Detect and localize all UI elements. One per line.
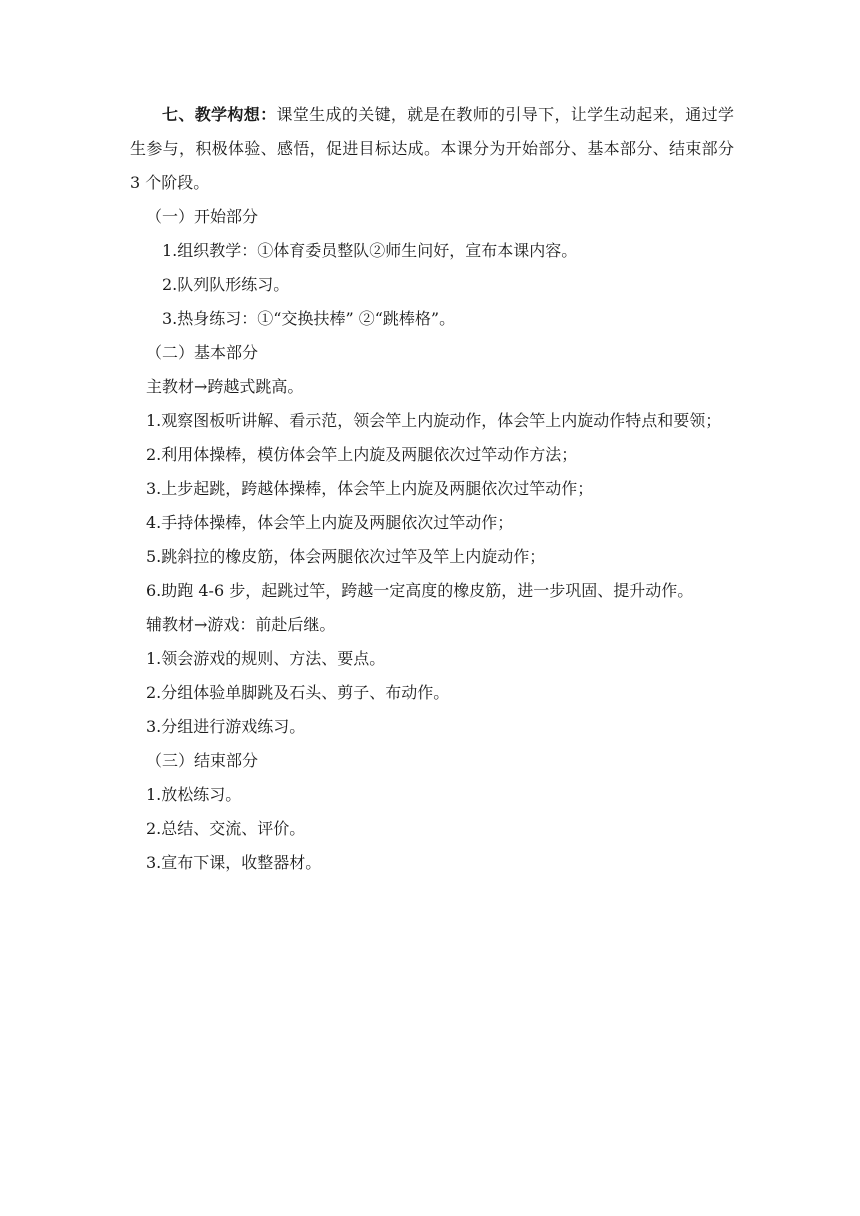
part1-item: 1.组织教学：①体育委员整队②师生问好，宣布本课内容。 [162, 241, 578, 260]
part3-item: 3.宣布下课，收整器材。 [146, 853, 322, 872]
aux-material-heading: 辅教材→游戏：前赴后继。 [146, 615, 336, 634]
aux-material-item: 3.分组进行游戏练习。 [146, 717, 306, 736]
part3-title: （三）结束部分 [146, 751, 259, 770]
part1-title: （一）开始部分 [146, 207, 259, 226]
main-material-item: 4.手持体操棒，体会竿上内旋及两腿依次过竿动作； [146, 513, 514, 532]
section-heading: 七、教学构想： [162, 105, 277, 124]
part1-item: 3.热身练习：①“交换扶棒” ②“跳棒格”。 [162, 309, 456, 328]
main-material-item: 2.利用体操棒，模仿体会竿上内旋及两腿依次过竿动作方法； [146, 445, 578, 464]
part3-item: 2.总结、交流、评价。 [146, 819, 306, 838]
main-material-item: 1.观察图板听讲解、看示范，领会竿上内旋动作，体会竿上内旋动作特点和要领； [146, 411, 722, 430]
aux-material-item: 2.分组体验单脚跳及石头、剪子、布动作。 [146, 683, 450, 702]
part2-title: （二）基本部分 [146, 343, 259, 362]
part3-item: 1.放松练习。 [146, 785, 242, 804]
aux-material-item: 1.领会游戏的规则、方法、要点。 [146, 649, 386, 668]
main-material-item: 6.助跑 4-6 步，起跳过竿，跨越一定高度的橡皮筋，进一步巩固、提升动作。 [146, 581, 694, 600]
document-body [130, 98, 734, 880]
main-material-item: 3.上步起跳，跨越体操棒，体会竿上内旋及两腿依次过竿动作； [146, 479, 594, 498]
part1-item: 2.队列队形练习。 [162, 275, 290, 294]
main-material-heading: 主教材→跨越式跳高。 [146, 377, 304, 396]
teaching-concept-paragraph [130, 98, 734, 200]
main-material-item: 5.跳斜拉的橡皮筋，体会两腿依次过竿及竿上内旋动作； [146, 547, 546, 566]
section-intro-text: 课堂生成的关键，就是在教师的引导下，让学生动起来，通过学生参与，积极体验、感悟，促进目标达成。本课分为开始部分、基本部分、结束部分 3 个阶段。 [130, 105, 734, 192]
